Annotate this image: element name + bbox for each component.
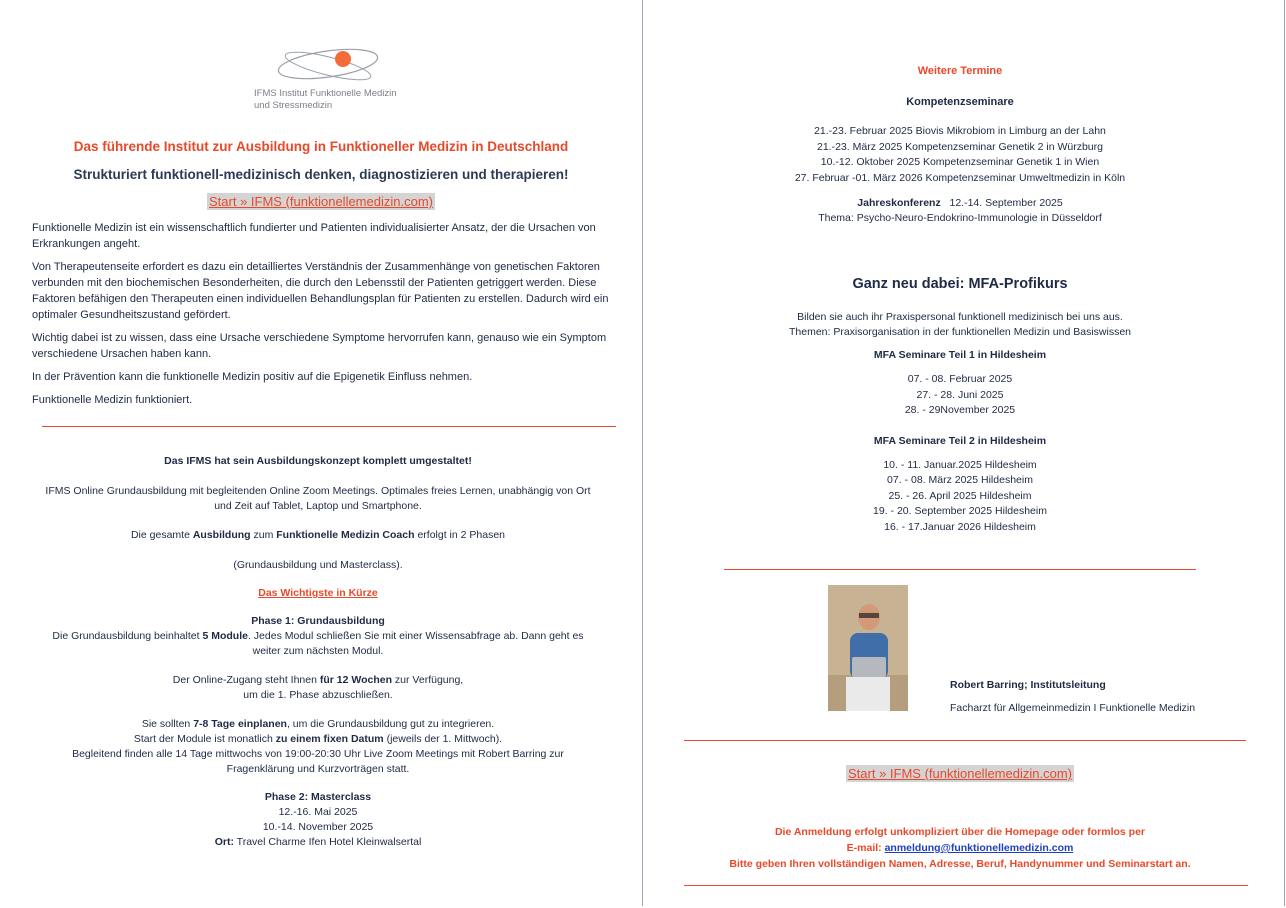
registration-email-line: E-mail: anmeldung@funktionellemedizin.com [846, 842, 1074, 854]
phase1-line: Der Online-Zugang steht Ihnen für 12 Wochen zur Verfügung, [172, 674, 464, 686]
email-link[interactable]: anmeldung@funktionellemedizin.com [884, 842, 1074, 854]
registration-line: Die Anmeldung erfolgt unkompliziert über die Homepage oder formlos per [774, 826, 1146, 838]
phase1-line: Fragenklärung und Kurzvorträgen statt. [226, 763, 410, 775]
phase1-line: Begleitend finden alle 14 Tage mittwochs von 19:00-20:30 Uhr Live Zoom Meetings mit Robert Barring zur [72, 748, 564, 760]
phase1-title: Phase 1: Grundausbildung [251, 615, 385, 627]
mfa1-date: 28. - 29November 2025 [904, 404, 1016, 416]
start-link-right-wrap [643, 766, 1277, 781]
phase1-line: Die Grundausbildung beinhaltet 5 Module. Jedes Modul schließen Sie mit einer Wissensabfrage ab. Dann geht es [52, 630, 584, 642]
logo-text-line2: und Stressmedizin [254, 100, 333, 111]
competence-item: 27. Februar -01. März 2026 Kompetenzseminar Umweltmedizin in Köln [794, 171, 1126, 184]
more-dates-title: Weitere Termine [917, 65, 1003, 77]
mfa2-date: 07. - 08. März 2025 Hildesheim [887, 474, 1033, 486]
summary-title: Das Wichtigste in Kürze [258, 587, 378, 599]
mfa2-date: 16. - 17.Januar 2026 Hildesheim [884, 520, 1036, 533]
logo-orbit-icon [250, 40, 410, 92]
concept-title: Das IFMS hat sein Ausbildungskonzept komplett umgestaltet! [164, 455, 472, 467]
mfa1-title: MFA Seminare Teil 1 in Hildesheim [873, 349, 1047, 361]
mfa-title: Ganz neu dabei: MFA-Profikurs [852, 276, 1068, 292]
intro-paragraph: Funktionelle Medizin ist ein wissenschaftlich fundierter und Patienten individualisierter Ansatz, der die Ursachen von Erkrankungen angeht. [32, 222, 596, 250]
mfa1-date: 27. - 28. Juni 2025 [916, 388, 1004, 401]
phase1-line: Sie sollten 7-8 Tage einplanen, um die Grundausbildung gut zu integrieren. [141, 718, 495, 730]
registration-line: Bitte geben Ihren vollständigen Namen, Adresse, Beruf, Handynummer und Seminarstart an. [729, 858, 1191, 870]
divider [724, 569, 1196, 570]
divider [684, 740, 1246, 741]
intro-paragraph: Von Therapeutenseite erfordert es dazu ein detailliertes Verständnis der Zusammenhänge von genetischen Faktoren verbunden mit den biochemischen Besonderheiten, die durch den Lebensstil der Patienten getriggert werden. Diese Faktoren befähigen den Therapeuten einen individuellen Behandlungsplan für Patienten zu erstellen. Dadurch wird ein optimaler Gesundheitszustand gefördert. [32, 261, 609, 321]
mfa1-date: 07. - 08. Februar 2025 [907, 373, 1013, 385]
divider [42, 426, 616, 427]
phases-line: Die gesamte Ausbildung zum Funktionelle Medizin Coach erfolgt in 2 Phasen [130, 529, 506, 541]
concept-section [10, 454, 626, 850]
intro-text [32, 220, 610, 408]
subheadline: Strukturiert funktionell-medizinisch denken, diagnostizieren und therapieren! [73, 167, 569, 182]
phase2-title: Phase 2: Masterclass [264, 791, 372, 803]
headline: Das führende Institut zur Ausbildung in Funktioneller Medizin in Deutschland [73, 139, 569, 154]
mfa2-date: 25. - 26. April 2025 Hildesheim [888, 489, 1032, 502]
mfa-section [643, 310, 1277, 535]
annual-theme: Thema: Psycho-Neuro-Endokrino-Immunologie in Düsseldorf [818, 212, 1102, 224]
annual-conference: Jahreskonferenz 12.-14. September 2025 [857, 197, 1063, 209]
person-photo [828, 585, 908, 711]
phases-paren: (Grundausbildung und Masterclass). [233, 559, 403, 571]
intro-paragraph: Funktionelle Medizin funktioniert. [32, 394, 193, 406]
mfa2-date: 19. - 20. September 2025 Hildesheim [873, 505, 1047, 517]
registration-section [643, 824, 1277, 872]
competence-item: 21.-23. März 2025 Kompetenzseminar Genetik 2 in Würzburg [817, 140, 1103, 153]
intro-paragraph: Wichtig dabei ist zu wissen, dass eine Ursache verschiedene Symptome hervorrufen kann, genauso wie ein Symptom verschiedene Ursachen haben kann. [32, 332, 607, 360]
phase2-date: 10.-14. November 2025 [262, 821, 374, 833]
ifms-logo [250, 40, 410, 115]
mfa-line: Themen: Praxisorganisation in der funktionellen Medizin und Basiswissen [788, 326, 1131, 338]
start-link-left-wrap [0, 194, 642, 209]
start-link-left[interactable]: Start » IFMS (funktionellemedizin.com) [209, 194, 433, 209]
competence-item: 10.-12. Oktober 2025 Kompetenzseminar Genetik 1 in Wien [820, 156, 1100, 168]
phase2-date: 12.-16. Mai 2025 [278, 806, 358, 818]
phase1-line: Start der Module ist monatlich zu einem fixen Datum (jeweils der 1. Mittwoch). [133, 733, 503, 745]
logo-text-line1: IFMS Institut Funktionelle Medizin [254, 88, 397, 99]
concept-line: IFMS Online Grundausbildung mit begleitenden Online Zoom Meetings. Optimales freies Lernen, unabhängig von Ort [45, 485, 591, 497]
phase1-line: um die 1. Phase abzuschließen. [243, 689, 393, 701]
competence-title: Kompetenzseminare [906, 96, 1014, 108]
dates-section [643, 64, 1277, 226]
concept-line: und Zeit auf Tablet, Laptop und Smartphone. [214, 500, 422, 512]
mfa2-date: 10. - 11. Januar.2025 Hildesheim [883, 458, 1037, 471]
person-role: Facharzt für Allgemeinmedizin I Funktionelle Medizin [950, 702, 1196, 714]
phase2-location: Ort: Travel Charme Ifen Hotel Kleinwalsertal [214, 836, 422, 848]
start-link-right[interactable]: Start » IFMS (funktionellemedizin.com) [848, 766, 1072, 781]
competence-item: 21.-23. Februar 2025 Biovis Mikrobiom in Limburg an der Lahn [814, 125, 1106, 137]
mfa2-title: MFA Seminare Teil 2 in Hildesheim [873, 434, 1047, 447]
mfa-line: Bilden sie auch ihr Praxispersonal funktionell medizinisch bei uns aus. [797, 311, 1123, 323]
intro-paragraph: In der Prävention kann die funktionelle Medizin positiv auf die Epigenetik Einfluss nehmen. [32, 371, 473, 383]
left-page [0, 0, 643, 906]
divider [684, 885, 1248, 886]
person-name: Robert Barring; Institutsleitung [950, 679, 1106, 691]
phase1-line: weiter zum nächsten Modul. [252, 645, 384, 657]
right-page [643, 0, 1285, 906]
